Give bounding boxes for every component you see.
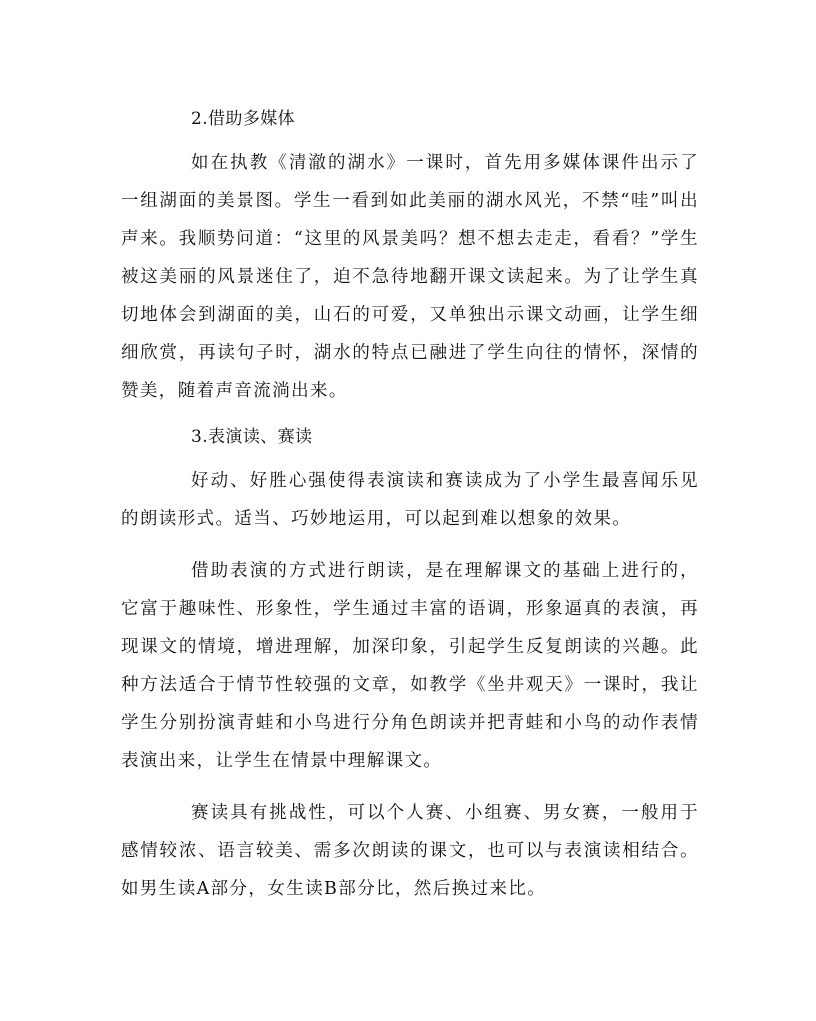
- paragraph-performance-intro: 好动、好胜心强使得表演读和赛读成为了小学生最喜闻乐见的朗读形式。适当、巧妙地运用，可以起到难以想象的效果。: [121, 471, 699, 529]
- section-heading-multimedia: 2.借助多媒体: [191, 109, 296, 129]
- paragraph-multimedia-example: 如在执教《清澈的湖水》一课时，首先用多媒体课件出示了一组湖面的美景图。学生一看到如此美丽的湖水风光，不禁“哇”叫出声来。我顺势问道：“这里的风景美吗？想不想去走走，看看？”学生被这美丽的风景迷住了，迫不急待地翻开课文读起来。为了让学生真切地体会到湖面的美，山石的可爱，又单独出示课文动画，让学生细细欣赏，再读句子时，湖水的特点已融进了学生向往的情怀，深情的赞美，随着声音流淌出来。: [121, 153, 699, 401]
- paragraph-performance-reading: 借助表演的方式进行朗读，是在理解课文的基础上进行的，它富于趣味性、形象性，学生通过丰富的语调，形象逼真的表演，再现课文的情境，增进理解，加深印象，引起学生反复朗读的兴趣。此种方法适合于情节性较强的文章，如教学《坐井观天》一课时，我让学生分别扮演青蛙和小鸟进行分角色朗读并把青蛙和小鸟的动作表情表演出来，让学生在情景中理解课文。: [121, 561, 699, 771]
- document-body: [121, 102, 699, 916]
- section-heading-performance-reading: 3.表演读、赛读: [191, 427, 313, 447]
- paragraph-competition-reading: 赛读具有挑战性，可以个人赛、小组赛、男女赛，一般用于感情较浓、语言较美、需多次朗读的课文，也可以与表演读相结合。如男生读A部分，女生读B部分比，然后换过来比。: [121, 803, 699, 899]
